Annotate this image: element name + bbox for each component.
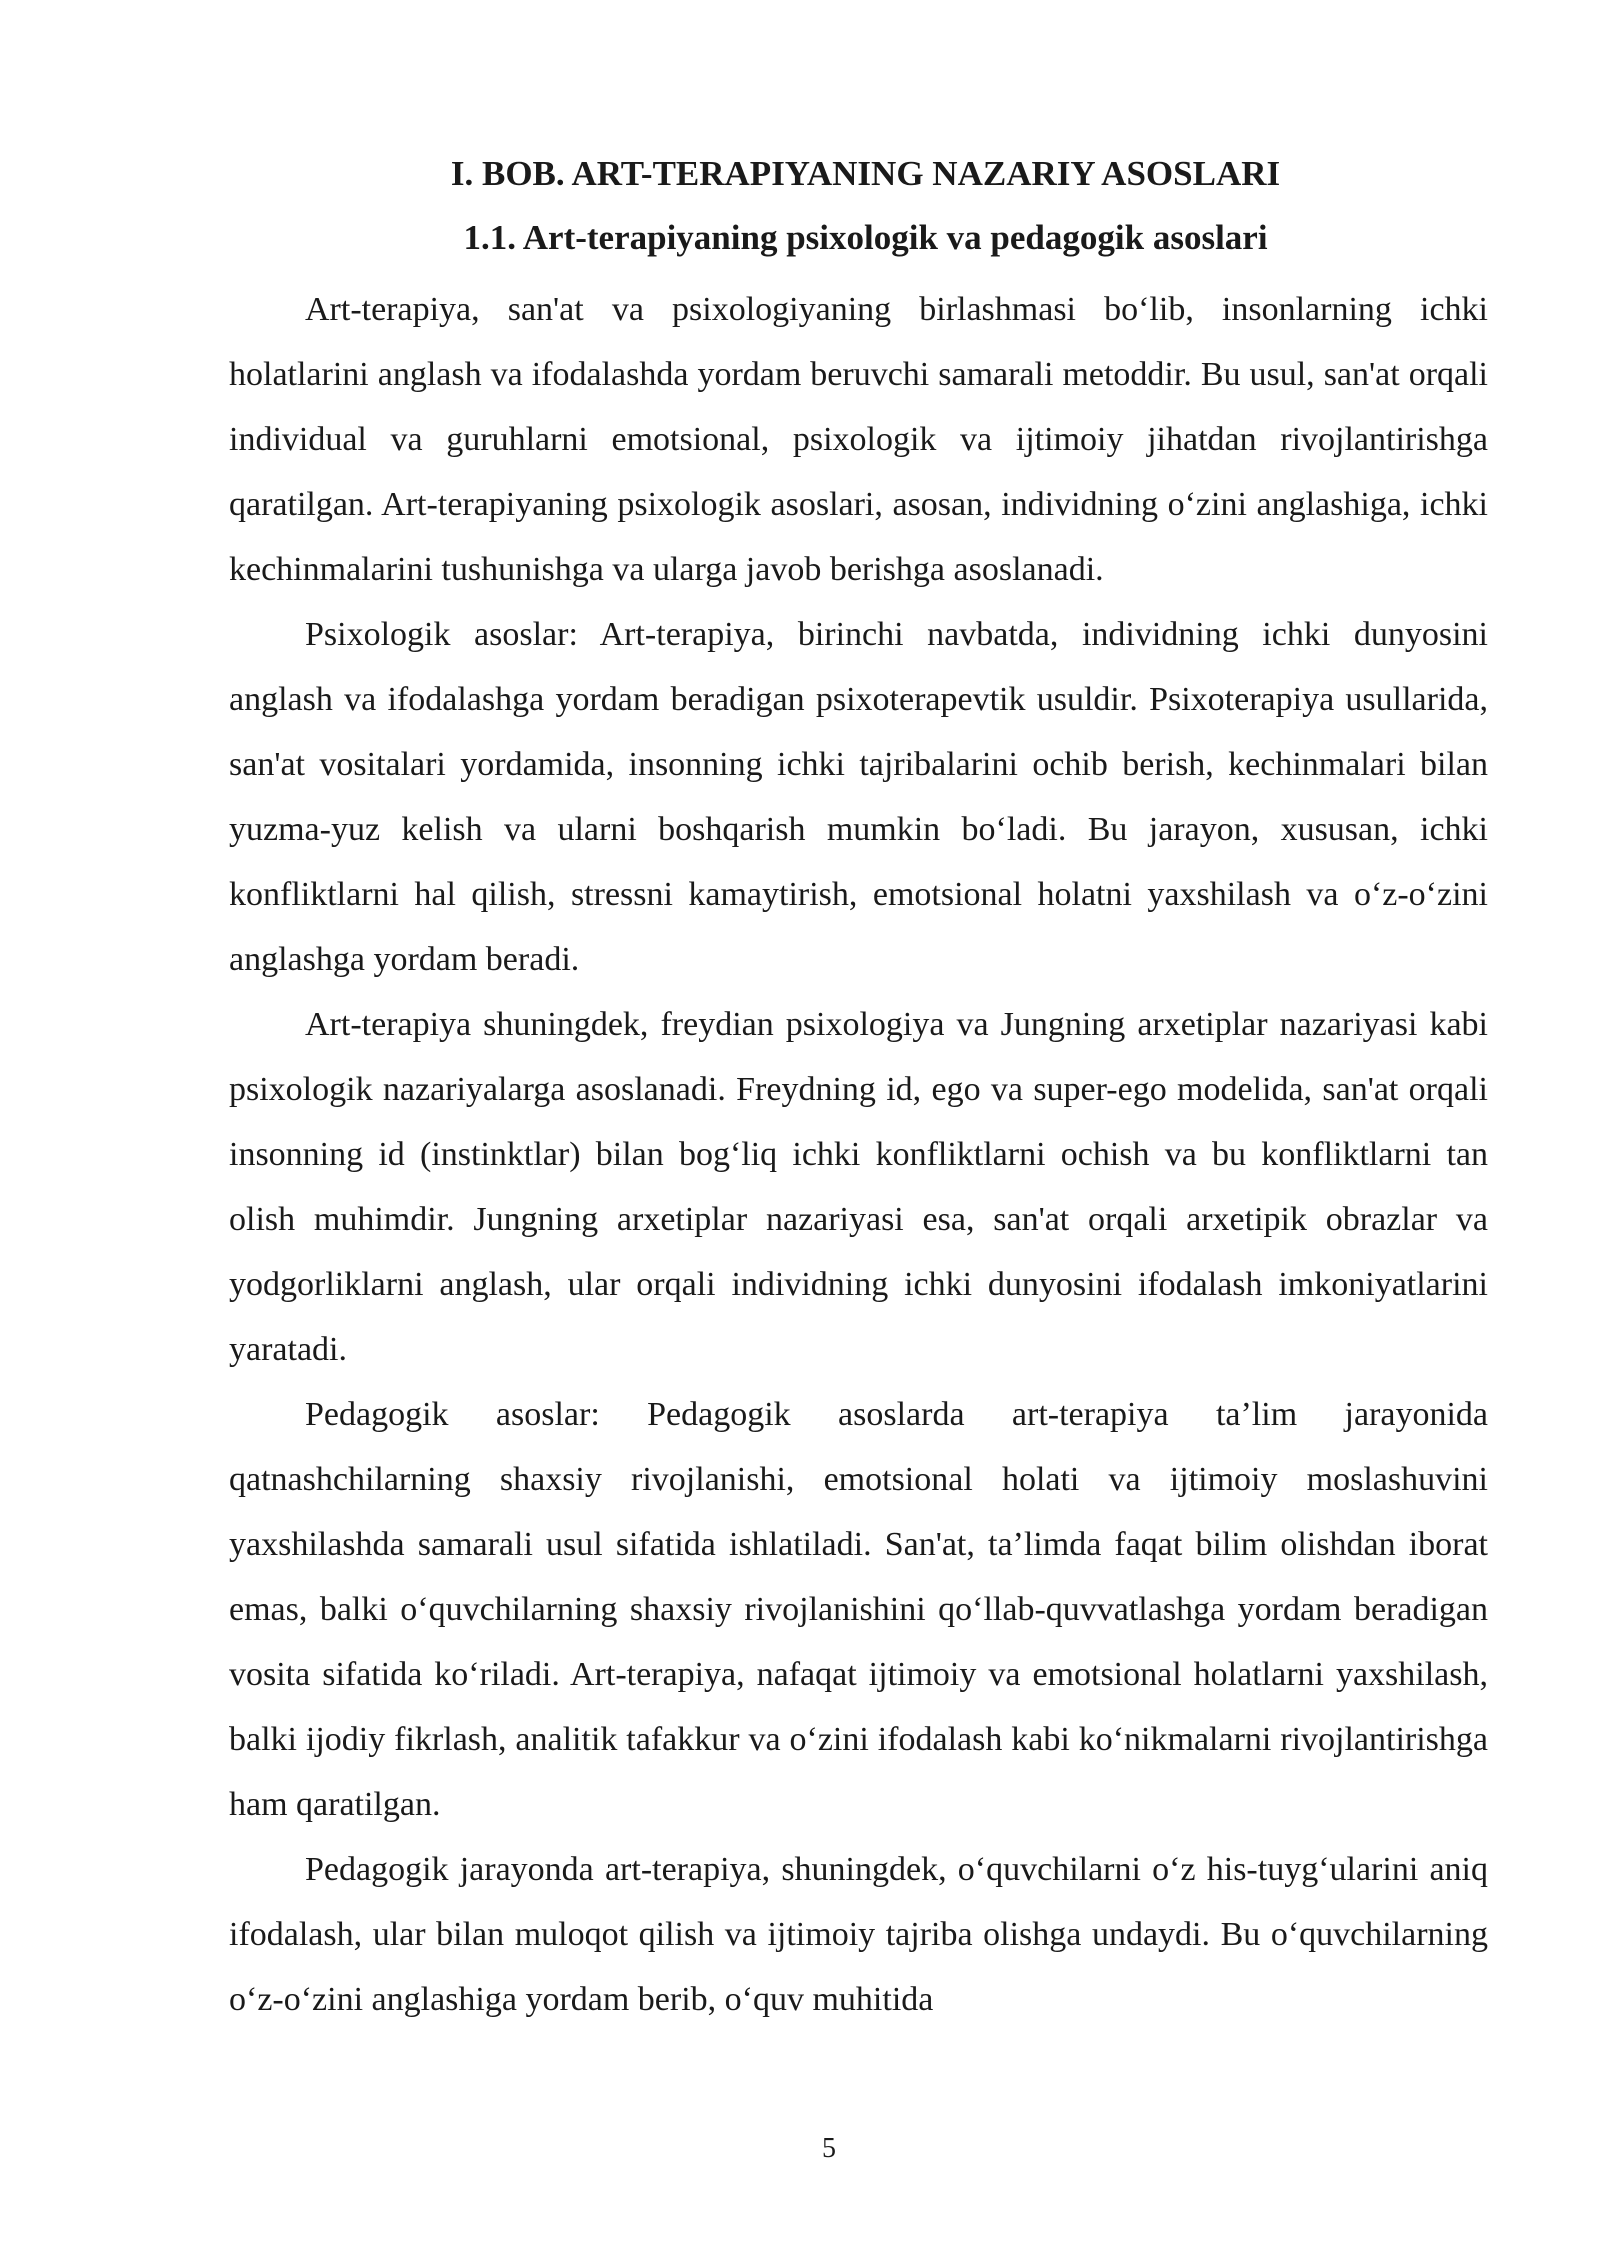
section-title: 1.1. Art-terapiyaning psixologik va pedagogik asoslari — [463, 218, 1268, 257]
paragraph-psychological-basis: Psixologik asoslar: Art-terapiya, birinchi navbatda, individning ichki dunyosini anglash va ifodalashga yordam beradigan psixoterapevtik usuldir. Psixoterapiya usullarida, san'at vositalari yordamida, insonning ichki tajribalarini ochib berish, kechinmalari bilan yuzma-yuz kelish va ularni boshqarish mumkin bo‘ladi. Bu jarayon, xususan, ichki konfliktlarni hal qilish, stressni kamaytirish, emotsional holatni yaxshilash va o‘z-o‘zini anglashga yordam beradi. — [229, 616, 1488, 978]
paragraph-intro: Art-terapiya, san'at va psixologiyaning birlashmasi bo‘lib, insonlarning ichki holatlarini anglash va ifodalashda yordam beruvchi samarali metoddir. Bu usul, san'at orqali individual va guruhlarni emotsional, psixologik va ijtimoiy jihatdan rivojlantirishga qaratilgan. Art-terapiyaning psixologik asoslari, asosan, individning o‘zini anglashiga, ichki kechinmalarini tushunishga va ularga javob berishga asoslanadi. — [229, 291, 1488, 588]
paragraph-pedagogical-basis: Pedagogik asoslar: Pedagogik asoslarda art-terapiya ta’lim jarayonida qatnashchilarning shaxsiy rivojlanishi, emotsional holati va ijtimoiy moslashuvini yaxshilashda samarali usul sifatida ishlatiladi. San'at, ta’limda faqat bilim olishdan iborat emas, balki o‘quvchilarning shaxsiy rivojlanishini qo‘llab-quvvatlashga yordam beradigan vosita sifatida ko‘riladi. Art-terapiya, nafaqat ijtimoiy va emotsional holatlarni yaxshilash, balki ijodiy fikrlash, analitik tafakkur va o‘zini ifodalash kabi ko‘nikmalarni rivojlantirishga ham qaratilgan. — [229, 1396, 1488, 1823]
paragraph-pedagogical-process: Pedagogik jarayonda art-terapiya, shuningdek, o‘quvchilarni o‘z his-tuyg‘ularini aniq ifodalash, ular bilan muloqot qilish va ijtimoiy tajriba olishga undaydi. Bu o‘quvchilarning o‘z-o‘zini anglashiga yordam berib, o‘quv muhitida — [229, 1851, 1488, 2018]
paragraph-freud-jung: Art-terapiya shuningdek, freydian psixologiya va Jungning arxetiplar nazariyasi kabi psixologik nazariyalarga asoslanadi. Freydning id, ego va super-ego modelida, san'at orqali insonning id (instinktlar) bilan bog‘liq ichki konfliktlarni ochish va bu konfliktlarni tan olish muhimdir. Jungning arxetiplar nazariyasi esa, san'at orqali arxetipik obrazlar va yodgorliklarni anglash, ular orqali individning ichki dunyosini ifodalash imkoniyatlarini yaratadi. — [229, 1006, 1488, 1368]
page-number: 5 — [822, 2133, 836, 2164]
chapter-title: I. BOB. ART-TERAPIYANING NAZARIY ASOSLARI — [450, 154, 1281, 193]
